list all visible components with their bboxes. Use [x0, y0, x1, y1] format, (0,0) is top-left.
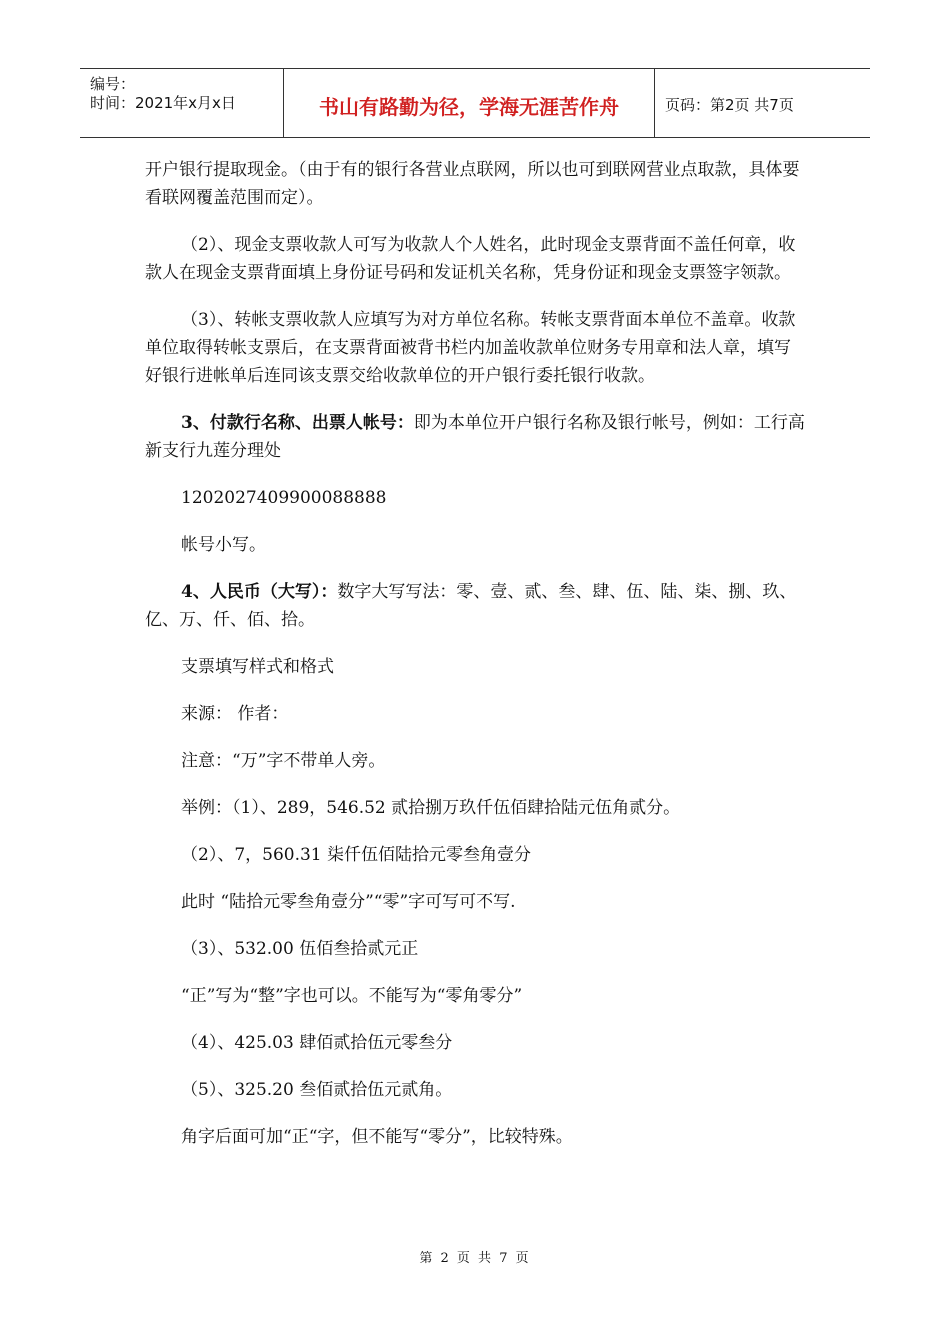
paragraph-2: （2）、现金支票收款人可写为收款人个人姓名，此时现金支票背面不盖任何章，收款人在现金支票背面填上身份证号码和发证机关名称，凭身份证和现金支票签字领款。 [145, 235, 796, 283]
paragraph-7 [145, 578, 805, 634]
section-heading-3: 3、付款行名称、出票人帐号： [181, 413, 414, 433]
page-footer: 第 2 页 共 7 页 [419, 1251, 531, 1266]
paragraph-6: 帐号小写。 [181, 535, 266, 555]
paragraph-18: 角字后面可加“正“字，但不能写“零分”，比较特殊。 [181, 1127, 573, 1147]
paragraph-13: 此时 “陆拾元零叁角壹分”“零”字可写可不写. [181, 892, 516, 912]
header-middle-cell [284, 69, 655, 137]
paragraph-4 [145, 409, 805, 465]
paragraph-17: （5）、325.20 叁佰贰拾伍元贰角。 [181, 1080, 453, 1100]
header-page-code: 页码：第2页 共7页 [665, 96, 794, 114]
paragraph-1: 开户银行提取现金。（由于有的银行各营业点联网，所以也可到联网营业点取款，具体要看联网覆盖范围而定）。 [145, 160, 800, 208]
header-left-cell [80, 69, 284, 137]
account-number: 1202027409900088888 [181, 488, 387, 508]
paragraph-9: 来源： 作者： [181, 704, 289, 724]
document-body [145, 156, 805, 1151]
paragraph-8: 支票填写样式和格式 [181, 657, 334, 677]
paragraph-4-text: 即为本单位开户银行名称及银行帐号，例如：工行高新支行九莲分理处 [145, 413, 805, 461]
header-right-cell [655, 69, 870, 137]
paragraph-15: “正”写为“整”字也可以。不能写为“零角零分” [181, 986, 523, 1006]
paragraph-16: （4）、425.03 肆佰贰拾伍元零叁分 [181, 1033, 453, 1053]
paragraph-12: （2）、7，560.31 柒仟伍佰陆拾元零叁角壹分 [181, 845, 532, 865]
document-time-label: 时间：2021年x月x日 [90, 94, 236, 112]
paragraph-7-text: 数字大写写法：零、壹、贰、叁、肆、伍、陆、柒、捌、玖、亿、万、仟、佰、拾。 [145, 582, 797, 630]
paragraph-10: 注意：“万”字不带单人旁。 [181, 751, 386, 771]
paragraph-14: （3）、532.00 伍佰叁拾贰元正 [181, 939, 419, 959]
header-motto: 书山有路勤为径，学海无涯苦作舟 [319, 95, 619, 119]
page-header [80, 68, 870, 138]
section-heading-4: 4、人民币（大写）： [181, 582, 338, 602]
document-number-label: 编号： [90, 75, 136, 93]
paragraph-11: 举例：（1）、289，546.52 贰拾捌万玖仟伍佰肆拾陆元伍角贰分。 [181, 798, 681, 818]
paragraph-3: （3）、转帐支票收款人应填写为对方单位名称。转帐支票背面本单位不盖章。收款单位取得转帐支票后，在支票背面被背书栏内加盖收款单位财务专用章和法人章，填写好银行进帐单后连同该支票交给收款单位的开户银行委托银行收款。 [145, 310, 796, 386]
